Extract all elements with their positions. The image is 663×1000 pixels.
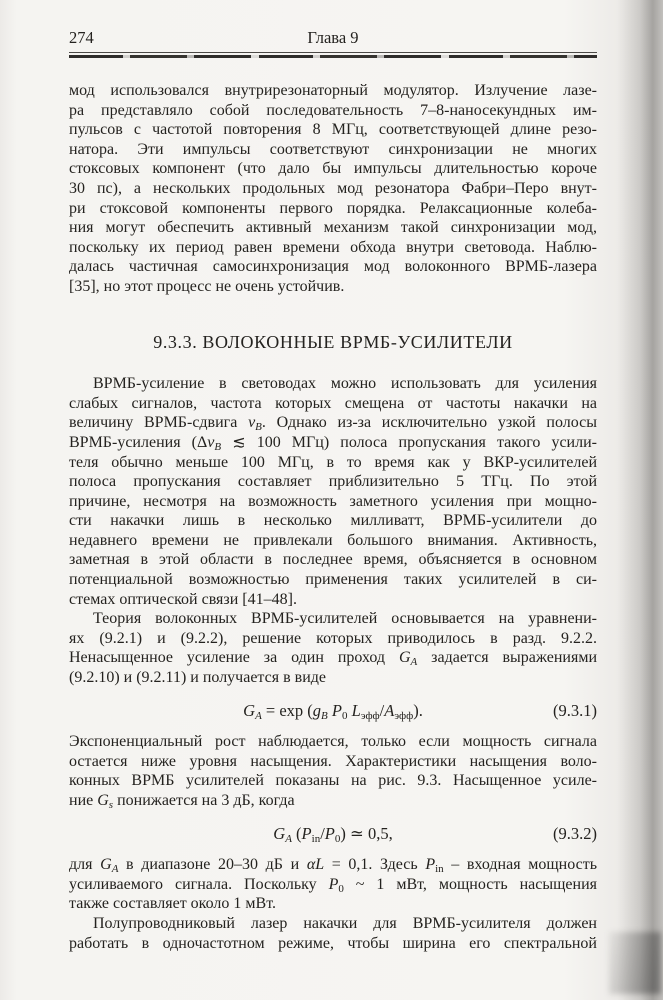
text-line: ри стоксовой компоненты первого порядка. Релаксационные колеба- (69, 199, 597, 217)
text-line: Теория волоконных ВРМБ-усилителей основывается на уравнени- (93, 610, 597, 628)
paragraph-4 (69, 732, 597, 810)
text-line: стемах оптической связи [41–48]. (69, 590, 297, 608)
text-line: стоксовых компонент (что дало бы импульсы длительностью короче (69, 160, 597, 178)
text-line: причине, несмотря на возможность заметного усиления при мощно- (69, 492, 597, 510)
text-line: пульсов с частотой повторения 8 МГц, соответствующей длине резо- (69, 121, 597, 139)
text-line: недавнего времени не привлекали большого внимания. Активность, (69, 531, 597, 549)
text-column (69, 28, 597, 953)
text-line: слабых сигналов, частота которых смещена от частоты накачки на (69, 394, 597, 412)
equation-9-3-2 (69, 824, 597, 844)
text-line: теля обычно меньше 100 МГц, в то время как у ВКР-усилителей (69, 453, 597, 471)
header-rule-thin (69, 52, 597, 53)
text-line: мод использовался внутрирезонаторный модулятор. Излучение лазе- (69, 82, 597, 99)
text-line: ВРМБ-усиления ($\Delta\nu_B$ ≲ 100 МГц) полоса пропускания такого усили- (69, 433, 597, 453)
equation-number: (9.3.2) (553, 823, 597, 843)
paragraph-3 (69, 609, 597, 687)
text-line: ра представляло собой последовательность 7–8-наносекундных им- (69, 101, 597, 119)
text-line: величину ВРМБ-сдвига $\nu_B$. Однако из-за исключительно узкой полосы (69, 414, 597, 434)
text-line: ние $G_s$ понижается на 3 дБ, когда (69, 792, 295, 811)
paragraph-1 (69, 81, 597, 297)
text-line: усиливаемого сигнала. Поскольку $P_0$ ~ 1 мВт, мощность насыщения (69, 875, 597, 895)
chapter-title: Глава 9 (307, 28, 359, 47)
section-heading: 9.3.3. ВОЛОКОННЫЕ ВРМБ-УСИЛИТЕЛИ (153, 331, 513, 352)
text-line: заметная в этой области в последнее время, объясняется в основном (69, 551, 597, 569)
paragraph-2 (69, 374, 597, 609)
text-line: ния могут обеспечить активный механизм такой синхронизации мод, (69, 219, 597, 237)
equation-body: $G_A = \exp (g_B$ $P_0$ $L_{эфф}/A_{эфф}$). (243, 700, 423, 722)
text-line: полоса пропускания составляет приблизительно 5 ТГц. По этой (69, 473, 597, 491)
page-header (69, 28, 597, 50)
text-line: сти накачки лишь в несколько милливатт, ВРМБ-усилители до (69, 512, 597, 530)
equation-number: (9.3.1) (553, 700, 597, 720)
text-line: натора. Эти импульсы соответствуют синхронизации не многих (69, 140, 597, 158)
header-rule-thick (69, 55, 597, 58)
equation-body: $G_A$ $(P_{in}/P_0)$ ≃ 0,5, (273, 823, 393, 845)
text-line: далась частичная самосинхронизация мод волоконного ВРМБ-лазера (69, 258, 597, 276)
text-line: Экспоненциальный рост наблюдается, только если мощность сигнала (69, 733, 597, 751)
text-line: потенциальной возможностью применения таких усилителей в си- (69, 571, 597, 589)
text-line: [35], но этот процесс не очень устойчив. (69, 277, 345, 295)
text-line: ВРМБ-усиление в световодах можно использовать для усиления (93, 375, 597, 393)
text-line: поскольку их период равен времени обхода внутри световода. Наблю- (69, 238, 597, 256)
text-line: Ненасыщенное усиление за один проход $G_A$ задается выражениями (69, 649, 598, 669)
equation-9-3-1 (69, 701, 597, 721)
scan-corner-shadow (609, 932, 661, 994)
text-line: (9.2.10) и (9.2.11) и получается в виде (69, 669, 326, 687)
text-line: 30 пс), а нескольких продольных мод резонатора Фабри–Перо внут- (69, 179, 597, 197)
text-line: ях (9.2.1) и (9.2.2), решение которых приводилось в разд. 9.2.2. (69, 629, 597, 647)
page-edge-shadow (617, 0, 663, 1000)
text-line: Полупроводниковый лазер накачки для ВРМБ-усилителя должен (93, 914, 597, 932)
body-text (69, 81, 597, 953)
text-line: для $G_A$ в диапазоне 20–30 дБ и αL = 0,1. Здесь $P_{in}$ – входная мощность (69, 856, 598, 876)
text-line: конных ВРМБ усилителей показаны на рис. 9.3. Насыщенное усиле- (69, 772, 597, 790)
paragraph-6 (69, 914, 597, 953)
page-number: 274 (69, 28, 94, 47)
paragraph-5 (69, 855, 597, 914)
text-line: работать в одночастотном режиме, чтобы ширина его спектральной (69, 934, 597, 952)
text-line: также составляет около 1 мВт. (69, 895, 276, 913)
text-line: остается ниже уровня насыщения. Характеристики насыщения воло- (69, 752, 597, 770)
